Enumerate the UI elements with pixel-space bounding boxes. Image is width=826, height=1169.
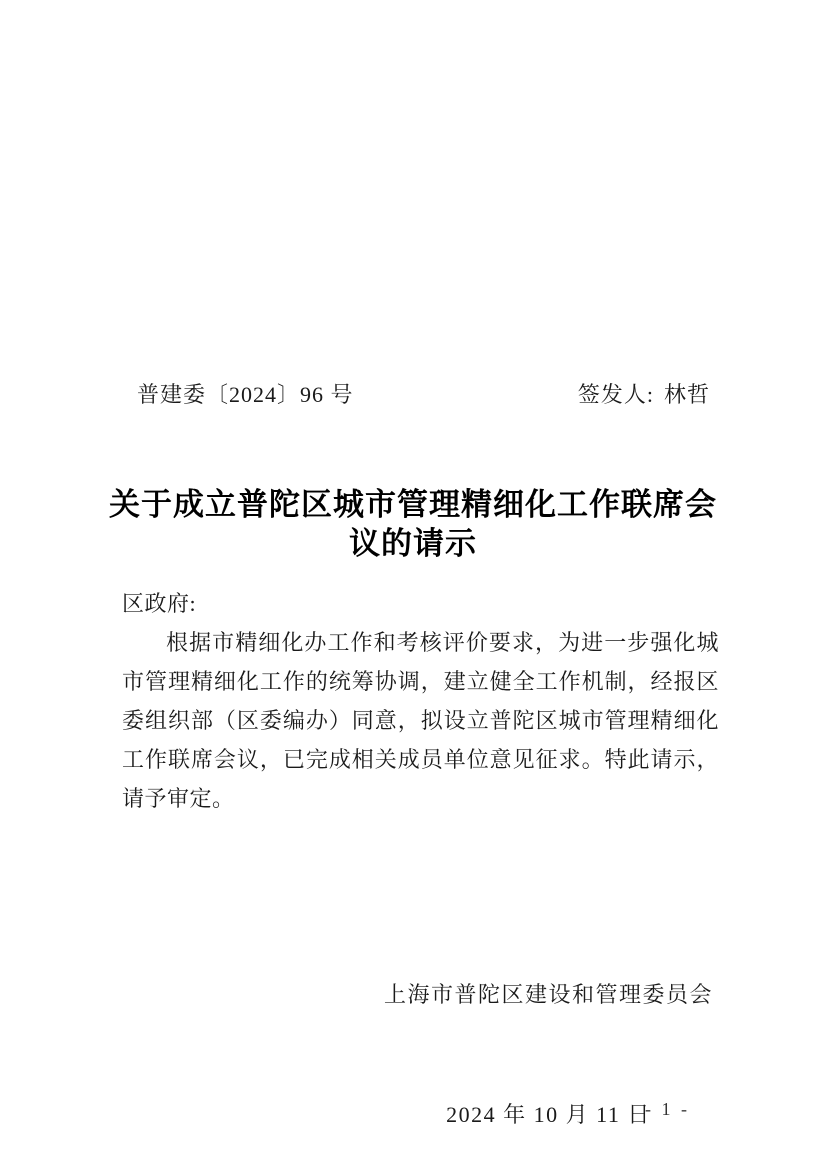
issuer <box>578 381 710 409</box>
page-number <box>615 1076 690 1142</box>
document-title-line-1: 关于成立普陀区城市管理精细化工作联席会 <box>109 486 717 522</box>
issuer-name: 林哲 <box>663 382 710 407</box>
page-number-label: - 1 - <box>645 1099 690 1119</box>
signature-date: 2024 年 10 月 11 日 <box>446 1102 651 1127</box>
salutation: 区政府: <box>122 591 197 616</box>
document-number: 普建委〔2024〕96 号 <box>137 382 354 407</box>
document-title <box>60 485 766 563</box>
document-number-row <box>137 381 710 409</box>
issuer-label: 签发人: <box>577 382 654 407</box>
signature-organization: 上海市普陀区建设和管理委员会 <box>383 982 713 1007</box>
document-title-line-2: 议的请示 <box>349 525 477 561</box>
document-body <box>122 584 719 818</box>
body-paragraph: 根据市精细化办工作和考核评价要求，为进一步强化城市管理精细化工作的统筹协调，建立健全工作机制，经报区委组织部（区委编办）同意，拟设立普陀区城市管理精细化工作联席会议，已完成相关成员单位意见征求。特此请示，请予审定。 <box>122 630 719 811</box>
